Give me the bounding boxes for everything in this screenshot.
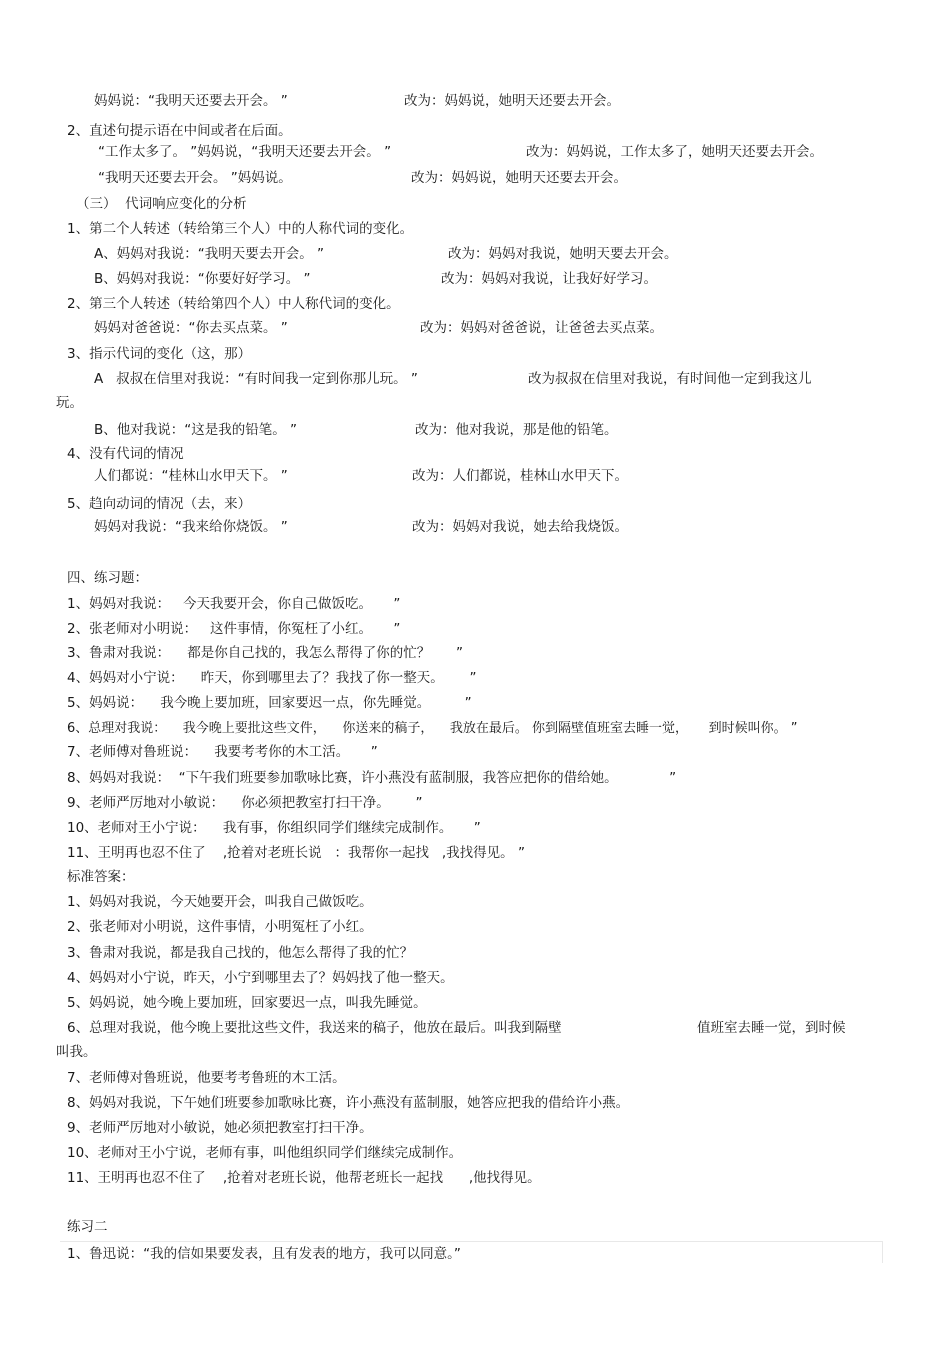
part4-title: 四、练习题： (67, 570, 148, 586)
answer-6: 6、总理对我说，他今晚上要批这些文件，我送来的稿子，他放在最后。叫我到隔壁 (67, 1020, 562, 1036)
part3-heading-4: 4、没有代词的情况 (67, 446, 184, 462)
exercise-8: 8、妈妈对我说： “下午我们班要参加歌咏比赛，许小燕没有蓝制服，我答应把你的借给她。 ” (67, 770, 677, 786)
exercise-11: 11、王明再也忍不住了 ,抢着对老班长说 ：我帮你一起找 ,我找得见。 ” (67, 845, 525, 861)
answer-6-right: 值班室去睡一觉，到时候 (697, 1020, 846, 1036)
exercise-3: 3、鲁肃对我说： 都是你自己找的，我怎么帮得了你的忙？ ” (67, 645, 463, 661)
part3-d-rewrite: 改为叔叔在信里对我说，有时间他一定到我这儿 (528, 371, 812, 387)
intro-line-quote: 妈妈说：“我明天还要去开会。 ” (94, 93, 288, 109)
part3-c-example: 妈妈对爸爸说：“你去买点菜。 ” (94, 320, 288, 336)
part3-title: （三） 代词响应变化的分析 (76, 196, 247, 212)
part3-a-example: A、妈妈对我说：“我明天要去开会。 ” (94, 246, 325, 262)
answer-1: 1、妈妈对我说，今天她要开会，叫我自己做饭吃。 (67, 894, 373, 910)
exercise-7: 7、老师傅对鲁班说： 我要考考你的木工活。 ” (67, 744, 378, 760)
intro-line-rewrite: 改为：妈妈说，她明天还要去开会。 (404, 93, 620, 109)
ex2-top-rule (60, 1241, 883, 1242)
ex2-title: 练习二 (67, 1219, 108, 1235)
sec2-rewrite-1: 改为：妈妈说，工作太多了，她明天还要去开会。 (526, 144, 823, 160)
exercise-2: 2、张老师对小明说： 这件事情，你冤枉了小红。 ” (67, 621, 401, 637)
answer-3: 3、鲁肃对我说，都是我自己找的，他怎么帮得了我的忙？ (67, 945, 414, 961)
part3-e-rewrite: 改为：他对我说，那是他的铅笔。 (415, 422, 618, 438)
part3-d-example: A 叔叔在信里对我说：“有时间我一定到你那儿玩。 ” (94, 371, 418, 387)
exercise-5: 5、妈妈说： 我今晚上要加班，回家要迟一点，你先睡觉。 ” (67, 695, 472, 711)
answer-6-cont: 叫我。 (56, 1044, 97, 1060)
exercise-4: 4、妈妈对小宁说： 昨天，你到哪里去了？我找了你一整天。 ” (67, 670, 477, 686)
sec2-example-1: “工作太多了。 ”妈妈说，“我明天还要去开会。 ” (98, 144, 392, 160)
answers-title: 标准答案： (67, 869, 135, 885)
answer-9: 9、老师严厉地对小敏说，她必须把教室打扫干净。 (67, 1120, 373, 1136)
part3-a-rewrite: 改为：妈妈对我说，她明天要去开会。 (448, 246, 678, 262)
exercise-9: 9、老师严厉地对小敏说： 你必须把教室打扫干净。 ” (67, 795, 423, 811)
part3-g-example: 妈妈对我说：“我来给你烧饭。 ” (94, 519, 288, 535)
answer-7: 7、老师傅对鲁班说，他要考考鲁班的木工活。 (67, 1070, 346, 1086)
answer-10: 10、老师对王小宁说，老师有事，叫他组织同学们继续完成制作。 (67, 1145, 463, 1161)
answer-11: 11、王明再也忍不住了 ,抢着对老班长说，他帮老班长一起找 ,他找得见。 (67, 1170, 541, 1186)
part3-e-example: B、他对我说：“这是我的铅笔。 ” (94, 422, 298, 438)
answer-5: 5、妈妈说，她今晚上要加班，回家要迟一点，叫我先睡觉。 (67, 995, 427, 1011)
part3-heading-2: 2、第三个人转述（转给第四个人）中人称代词的变化。 (67, 296, 400, 312)
exercise-10: 10、老师对王小宁说： 我有事，你组织同学们继续完成制作。 ” (67, 820, 481, 836)
exercise-1: 1、妈妈对我说： 今天我要开会，你自己做饭吃。 ” (67, 596, 401, 612)
exercise-6: 6、总理对我说： 我今晚上要批这些文件， 你送来的稿子， 我放在最后。 你到隔壁值班室去睡一觉， 到时候叫你。 ” (67, 721, 798, 736)
part3-heading-3: 3、指示代词的变化（这，那） (67, 346, 252, 362)
sec2-rewrite-2: 改为：妈妈说，她明天还要去开会。 (411, 170, 627, 186)
part3-c-rewrite: 改为：妈妈对爸爸说，让爸爸去买点菜。 (420, 320, 663, 336)
part3-f-example: 人们都说：“桂林山水甲天下。 ” (94, 468, 288, 484)
sec2-example-2: “我明天还要去开会。 ”妈妈说。 (98, 170, 292, 186)
answer-8: 8、妈妈对我说，下午她们班要参加歌咏比赛，许小燕没有蓝制服，她答应把我的借给许小燕。 (67, 1095, 630, 1111)
ex2-question-1: 1、鲁迅说：“我的信如果要发表，且有发表的地方，我可以同意。” (67, 1246, 461, 1262)
sec2-heading: 2、直述句提示语在中间或者在后面。 (67, 123, 292, 139)
part3-g-rewrite: 改为：妈妈对我说，她去给我烧饭。 (412, 519, 628, 535)
part3-f-rewrite: 改为：人们都说，桂林山水甲天下。 (412, 468, 628, 484)
part3-heading-5: 5、趋向动词的情况（去，来） (67, 496, 252, 512)
part3-b-example: B、妈妈对我说：“你要好好学习。 ” (94, 271, 311, 287)
part3-d-rewrite-cont: 玩。 (56, 395, 83, 411)
answer-2: 2、张老师对小明说，这件事情，小明冤枉了小红。 (67, 919, 373, 935)
answer-4: 4、妈妈对小宁说，昨天，小宁到哪里去了？妈妈找了他一整天。 (67, 970, 454, 986)
part3-b-rewrite: 改为：妈妈对我说，让我好好学习。 (441, 271, 657, 287)
ex2-right-rule (882, 1241, 883, 1263)
part3-heading-1: 1、第二个人转述（转给第三个人）中的人称代词的变化。 (67, 221, 414, 237)
